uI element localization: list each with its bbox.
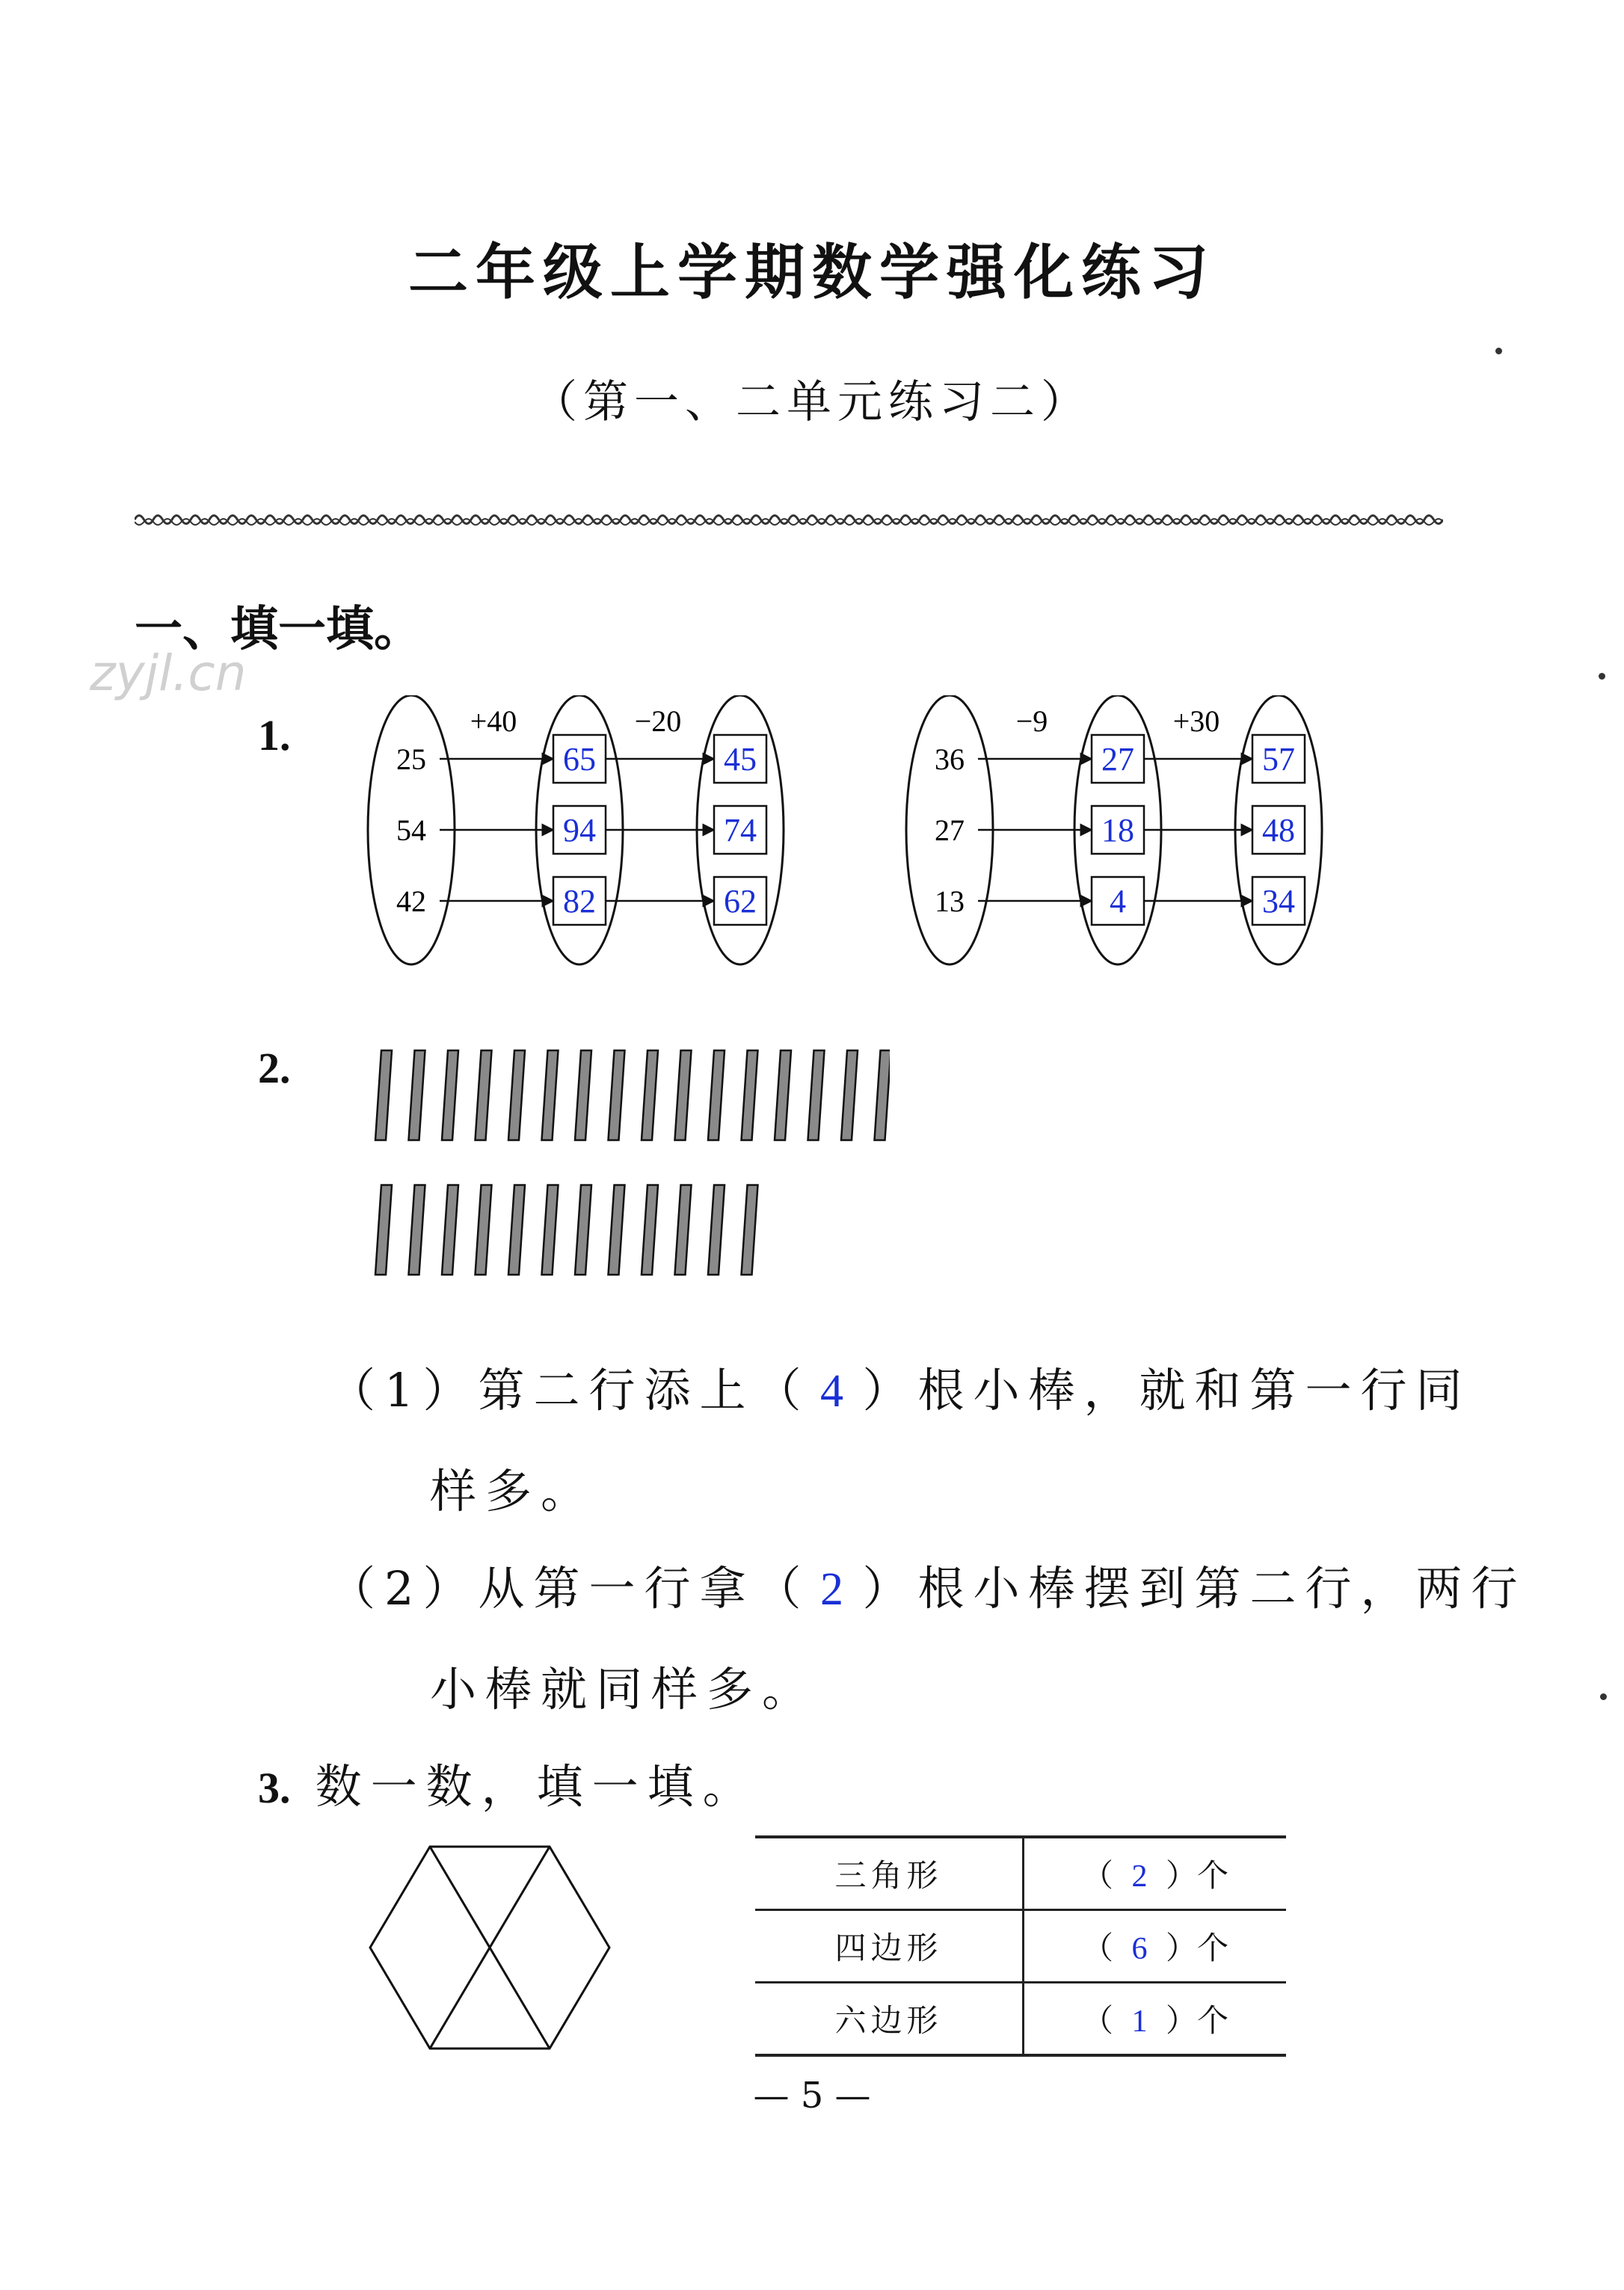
counting-stick [609, 1050, 625, 1140]
q2-part1-line1 [329, 1353, 1471, 1420]
close-paren-unit: ）个 [1166, 1930, 1229, 1966]
close-paren-unit: ）个 [1166, 1857, 1229, 1894]
middle-answer: 82 [563, 883, 596, 920]
sticks-row-2 [375, 1185, 758, 1275]
counting-stick [542, 1185, 559, 1275]
counting-stick [375, 1050, 392, 1140]
page-number: — 5 — [753, 2075, 871, 2117]
hexagon-figure [366, 1839, 613, 2056]
counting-stick [675, 1185, 692, 1275]
shape-count-table [755, 1835, 1286, 2057]
open-paren: （ [1081, 1857, 1113, 1894]
question-3-prompt: 数一数，填一填。 [315, 1759, 758, 1814]
q2-part2-line1 [329, 1551, 1526, 1618]
page-title: 二年级上学期数学强化练习 [408, 237, 1216, 307]
question-2-number: 2. [258, 1044, 291, 1092]
counting-stick [775, 1050, 791, 1140]
counting-stick [508, 1185, 525, 1275]
shape-name-cell: 三角形 [755, 1837, 1024, 1910]
counting-stick [708, 1050, 725, 1140]
sticks-row-1 [375, 1050, 890, 1140]
middle-answer: 4 [1110, 883, 1126, 920]
table-row [755, 1983, 1286, 2056]
input-number: 54 [396, 813, 426, 847]
middle-answer: 18 [1101, 812, 1134, 849]
watermark-text: zyjl.cn [90, 644, 247, 702]
wavy-divider [135, 508, 1443, 531]
page-subtitle: （第一、二单元练习二） [532, 376, 1092, 428]
scan-speck [1600, 1693, 1607, 1700]
open-paren: （ [1081, 1930, 1113, 1966]
output-answer: 62 [724, 883, 757, 920]
q2-part2-line2: 小棒就同样多。 [430, 1662, 818, 1717]
input-number: 25 [396, 742, 426, 776]
table-row [755, 1837, 1286, 1910]
counting-stick [575, 1185, 591, 1275]
output-answer: 74 [724, 812, 757, 849]
input-number: 36 [935, 742, 965, 776]
input-number: 27 [935, 813, 965, 847]
counting-stick [808, 1050, 825, 1140]
counting-stick [575, 1050, 591, 1140]
operation-label: −20 [634, 704, 682, 738]
table-row [755, 1910, 1286, 1983]
counting-stick [508, 1050, 525, 1140]
operation-label: +30 [1172, 704, 1220, 738]
counting-stick [375, 1185, 392, 1275]
shape-count-cell [1024, 1910, 1287, 1983]
open-paren: （ [1081, 2002, 1113, 2039]
mapping-diagram-right [906, 695, 1322, 964]
shape-name-cell: 六边形 [755, 1983, 1024, 2056]
counting-stick [642, 1185, 658, 1275]
output-answer: 45 [724, 741, 757, 778]
mapping-diagram-left [368, 695, 784, 964]
counting-stick [476, 1185, 492, 1275]
shape-name-cell: 四边形 [755, 1910, 1024, 1983]
counting-stick [442, 1050, 458, 1140]
counting-stick [642, 1050, 658, 1140]
counting-stick [609, 1185, 625, 1275]
q2-part1-text-b: ）根小棒，就和第一行同 [862, 1363, 1471, 1418]
counting-stick [742, 1050, 758, 1140]
question-3-number: 3. [258, 1764, 291, 1812]
q2-part1-line2: 样多。 [430, 1464, 597, 1518]
scan-speck [1495, 348, 1502, 354]
middle-answer: 65 [563, 741, 596, 778]
q2-part1-answer: 4 [819, 1366, 852, 1417]
middle-answer: 27 [1101, 741, 1134, 778]
question-3-heading [258, 1749, 758, 1816]
section-heading: 一、填一填。 [135, 601, 422, 657]
scan-speck [1599, 673, 1605, 680]
output-answer: 34 [1262, 883, 1295, 920]
question-1-number: 1. [258, 711, 291, 760]
mapping-diagrams [366, 695, 1361, 987]
counting-stick [841, 1050, 858, 1140]
counting-stick [476, 1050, 492, 1140]
shape-count-answer: 6 [1131, 1932, 1148, 1966]
input-number: 42 [396, 884, 426, 918]
counting-stick [542, 1050, 559, 1140]
counting-stick [675, 1050, 692, 1140]
middle-answer: 94 [563, 812, 596, 849]
input-number: 13 [935, 884, 965, 918]
shape-count-answer: 1 [1131, 2004, 1148, 2039]
counting-stick [442, 1185, 458, 1275]
counting-stick [875, 1050, 891, 1140]
operation-label: +40 [470, 704, 517, 738]
output-answer: 48 [1262, 812, 1295, 849]
q2-part1-text-a: （1）第二行添上（ [329, 1363, 811, 1418]
counting-stick [742, 1185, 758, 1275]
q2-part2-answer: 2 [819, 1564, 852, 1615]
shape-count-cell [1024, 1983, 1287, 2056]
q2-part2-text-b: ）根小棒摆到第二行，两行 [862, 1561, 1527, 1616]
counting-stick [409, 1050, 425, 1140]
output-answer: 57 [1262, 741, 1295, 778]
counting-stick [708, 1185, 725, 1275]
shape-count-answer: 2 [1131, 1859, 1148, 1894]
counting-sticks [366, 1039, 890, 1293]
close-paren-unit: ）个 [1166, 2002, 1229, 2039]
shape-count-cell [1024, 1837, 1287, 1910]
operation-label: −9 [1015, 704, 1048, 738]
counting-stick [409, 1185, 425, 1275]
q2-part2-text-a: （2）从第一行拿（ [329, 1561, 811, 1616]
